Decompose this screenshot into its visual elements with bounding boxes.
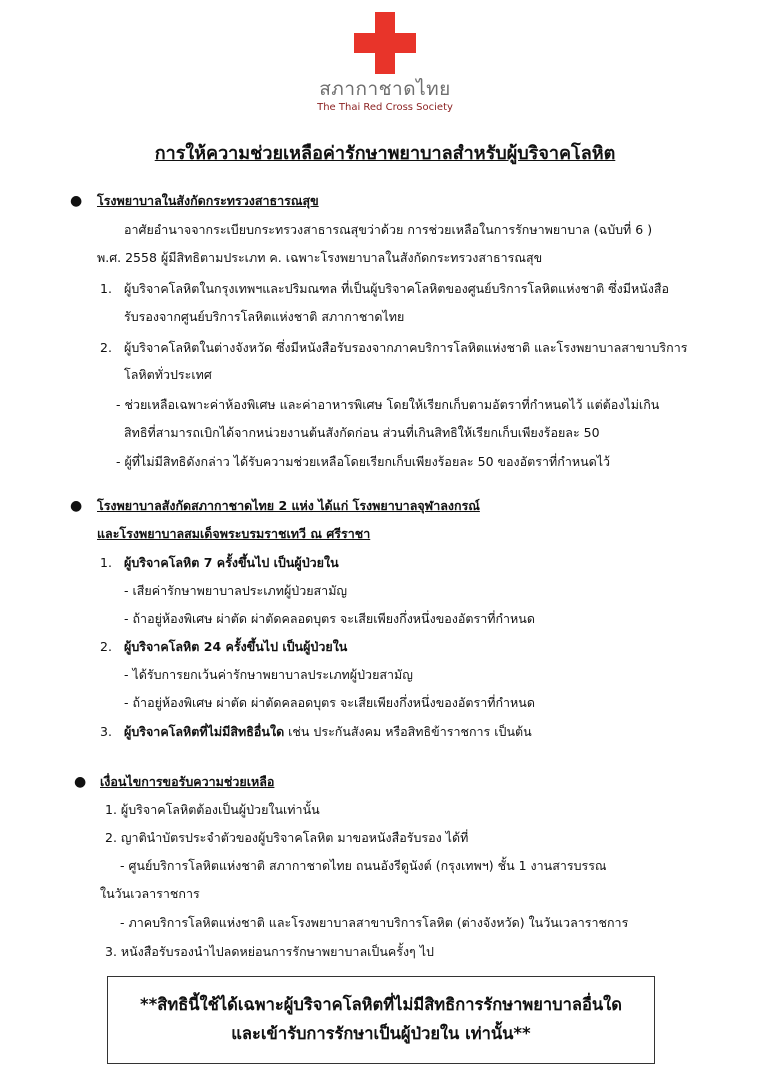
logo-block	[0, 12, 770, 114]
note-box	[107, 976, 655, 1064]
section1-dash1-line1: - ช่วยเหลือเฉพาะค่าห้องพิเศษ และค่าอาหารพิเศษ โดยให้เรียกเก็บตามอัตราที่กำหนดไว้ แต่ต้องไม่เกิน	[116, 397, 660, 412]
section2-item1-dash2: - ถ้าอยู่ห้องพิเศษ ผ่าตัด ผ่าตัดคลอดบุตร จะเสียเพียงกึ่งหนึ่งของอัตราที่กำหนด	[124, 611, 535, 626]
section2-item1-number: 1.	[100, 555, 112, 570]
page-title: การให้ความช่วยเหลือค่ารักษาพยาบาลสำหรับผู้บริจาคโลหิต	[154, 143, 616, 164]
section3-item2: 2. ญาตินำบัตรประจำตัวของผู้บริจาคโลหิต มาขอหนังสือรับรอง ได้ที่	[105, 830, 469, 845]
org-name-thai: สภากาชาดไทย	[319, 78, 451, 100]
section2-item2-dash1: - ได้รับการยกเว้นค่ารักษาพยาบาลประเภทผู้ป่วยสามัญ	[124, 667, 413, 682]
section1-item1-line2: รับรองจากศูนย์บริการโลหิตแห่งชาติ สภากาชาดไทย	[124, 309, 405, 324]
bullet-icon: ●	[70, 498, 83, 514]
section2-heading-line1: โรงพยาบาลสังกัดสภากาชาดไทย 2 แห่ง ได้แก่ โรงพยาบาลจุฬาลงกรณ์	[97, 498, 480, 513]
bullet-icon: ●	[74, 774, 87, 790]
section3-item2-dash1-line2: ในวันเวลาราชการ	[100, 886, 200, 901]
section2-item1-dash1: - เสียค่ารักษาพยาบาลประเภทผู้ป่วยสามัญ	[124, 583, 348, 598]
section1-item2-line1: ผู้บริจาคโลหิตในต่างจังหวัด ซึ่งมีหนังสือรับรองจากภาคบริการโลหิตแห่งชาติ และโรงพยาบาลสาขาบริการ	[124, 340, 688, 355]
section1-item1-line1: ผู้บริจาคโลหิตในกรุงเทพฯและปริมณฑล ที่เป็นผู้บริจาคโลหิตของศูนย์บริการโลหิตแห่งชาติ ซึ่งมีหนังสือ	[124, 281, 670, 296]
section2-item2-heading: ผู้บริจาคโลหิต 24 ครั้งขึ้นไป เป็นผู้ป่วยใน	[124, 639, 348, 654]
red-cross-icon	[354, 12, 416, 74]
section2-item3-heading: ผู้บริจาคโลหิตที่ไม่มีสิทธิอื่นใด	[124, 724, 285, 739]
section1-dash1-line2: สิทธิที่สามารถเบิกได้จากหน่วยงานต้นสังกัดก่อน ส่วนที่เกินสิทธิให้เรียกเก็บเพียงร้อยละ 50	[124, 425, 600, 440]
org-name-english: The Thai Red Cross Society	[317, 102, 453, 113]
section3-item1: 1. ผู้บริจาคโลหิตต้องเป็นผู้ป่วยในเท่านั้น	[105, 802, 320, 817]
section1-intro-line2: พ.ศ. 2558 ผู้มีสิทธิตามประเภท ค. เฉพาะโรงพยาบาลในสังกัดกระทรวงสาธารณสุข	[97, 250, 543, 265]
section1-heading: โรงพยาบาลในสังกัดกระทรวงสาธารณสุข	[97, 193, 319, 208]
section2-item1-heading: ผู้บริจาคโลหิต 7 ครั้งขึ้นไป เป็นผู้ป่วยใน	[124, 555, 339, 570]
section1-item2-number: 2.	[100, 340, 112, 355]
section1-intro-line1: อาศัยอำนาจจากระเบียบกระทรวงสาธารณสุขว่าด้วย การช่วยเหลือในการรักษาพยาบาล (ฉบับที่ 6 )	[124, 222, 653, 237]
note-line2: และเข้ารับการรักษาเป็นผู้ป่วยใน เท่านั้น**	[231, 1024, 531, 1043]
section1-item1-number: 1.	[100, 281, 112, 296]
section3-item2-dash2: - ภาคบริการโลหิตแห่งชาติ และโรงพยาบาลสาขาบริการโลหิต (ต่างจังหวัด) ในวันเวลาราชการ	[120, 915, 629, 930]
section2-item2-number: 2.	[100, 639, 112, 654]
section3-item3: 3. หนังสือรับรองนำไปลดหย่อนการรักษาพยาบาลเป็นครั้งๆ ไป	[105, 944, 434, 959]
section1-item2-line2: โลหิตทั่วประเทศ	[124, 367, 212, 382]
section3-heading: เงื่อนไขการขอรับความช่วยเหลือ	[100, 774, 275, 789]
section2-item2-dash2: - ถ้าอยู่ห้องพิเศษ ผ่าตัด ผ่าตัดคลอดบุตร จะเสียเพียงกึ่งหนึ่งของอัตราที่กำหนด	[124, 695, 535, 710]
bullet-icon: ●	[70, 193, 83, 209]
section2-heading-line2: และโรงพยาบาลสมเด็จพระบรมราชเทวี ณ ศรีราชา	[97, 526, 371, 541]
section2-item3-number: 3.	[100, 724, 112, 739]
section2-item3-rest: เช่น ประกันสังคม หรือสิทธิข้าราชการ เป็นต้น	[284, 724, 532, 739]
section2-item3	[124, 724, 532, 740]
section1-dash2: - ผู้ที่ไม่มีสิทธิดังกล่าว ได้รับความช่วยเหลือโดยเรียกเก็บเพียงร้อยละ 50 ของอัตราที่กำหนดไว้	[116, 454, 611, 469]
note-line1: **สิทธินี้ใช้ได้เฉพาะผู้บริจาคโลหิตที่ไม่มีสิทธิการรักษาพยาบาลอื่นใด	[140, 995, 622, 1014]
section3-item2-dash1-line1: - ศูนย์บริการโลหิตแห่งชาติ สภากาชาดไทย ถนนอังรีดูนังต์ (กรุงเทพฯ) ชั้น 1 งานสารบรรณ	[120, 858, 607, 873]
